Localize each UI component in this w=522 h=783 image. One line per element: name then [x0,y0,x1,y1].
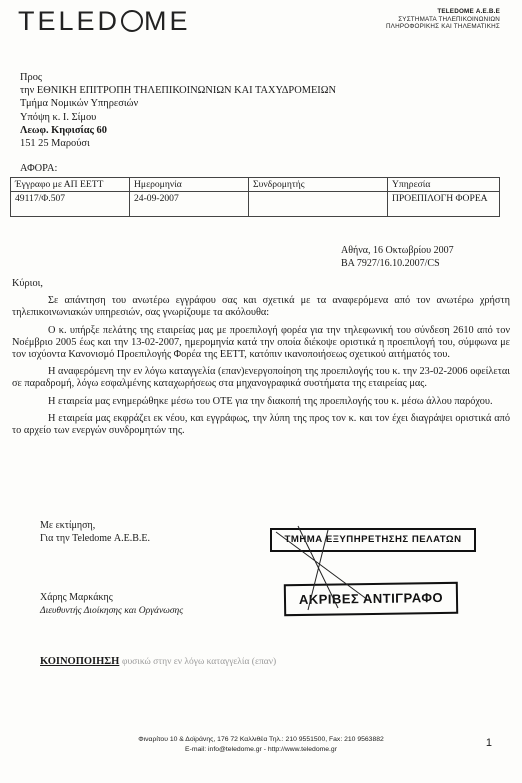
place-date: Αθήνα, 16 Οκτωβρίου 2007 [341,245,454,256]
signature-scribble [268,520,378,615]
paragraph: Η αναφερόμενη την εν λόγω καταγγελία (επαν)ενεργοποίηση της προεπιλογής του κ. την 23-02-2006 οφείλεται σε παραδρομή, λόγω εσφαλμένης καταχωρήσεως στα μηχανογραφικά συστήματα της εταιρείας μας. [12,366,510,390]
greeting: Κύριοι, [12,278,43,289]
signature-closing [40,520,150,545]
letter-body [12,278,510,442]
recipient-street: Λεωφ. Κηφισίας 60 [20,124,107,136]
paragraph: Η εταιρεία μας ενημερώθηκε μέσω του ΟΤΕ για την διακοπή της προεπιλογής του κ. μέσω άλλου παρόχου. [48,395,493,407]
paragraph: Η εταιρεία μας εκφράζει εκ νέου, και εγγράφως, την λύπη της προς τον κ. και τον έχει διαγράψει οριστικά από το αρχείο των ενεργών συνδρομητών της. [12,412,510,437]
notification-label: ΚΟΙΝΟΠΟΙΗΣΗ [40,656,120,667]
page-number: 1 [485,737,492,749]
reference-header-cell: Υπηρεσία [388,178,500,192]
reference-number: ΒΑ 7927/16.10.2007/CS [341,257,440,269]
signatory [40,592,183,617]
recipient-block [20,71,336,150]
notification [40,656,276,667]
reference-value-cell [249,192,388,217]
recipient-to: Προς [20,72,42,83]
reference-value-cell: 49117/Φ.507 [11,192,130,217]
paragraph: Σε απάντηση του ανωτέρω εγγράφου σας και σχετικά με τα αναφερόμενα από τον ανωτέρω χρήστη τηλεπικοινωνιακών υπηρεσιών, σας γνωρίζουμε τα ακόλουθα: [12,295,510,319]
company-line-2: ΣΥΣΤΗΜΑΤΑ ΤΗΛΕΠΙΚΟΙΝΩΝΙΩΝ [398,15,500,23]
footer-address: Φιναρίτου 10 & Δοϊράνης, 176 72 Καλλιθέα Τηλ.: 210 9551500, Fax: 210 9563882 [138,736,384,743]
reference-header-cell: Ημερομηνία [130,178,249,192]
dateline [341,245,454,270]
closing: Με εκτίμηση, [40,520,96,531]
recipient-dept: Τμήμα Νομικών Υπηρεσιών [20,98,139,110]
for-company: Για την Teledome Α.Ε.Β.Ε. [40,532,151,544]
footer-contact: E-mail: info@teledome.gr - http://www.teledome.gr [185,746,337,753]
page-footer [0,735,522,755]
company-logo: TELED ME [18,6,191,36]
reference-header-cell: Συνδρομητής [249,178,388,192]
notification-text: φυσικώ στην εν λόγω καταγγελία (επαν) [121,657,277,667]
company-name: TELEDOME Α.Ε.Β.Ε [437,8,500,15]
reference-header-cell: Έγγραφο με ΑΠ ΕΕΤΤ [11,178,130,192]
signatory-role: Διευθυντής Διοίκησης και Οργάνωσης [40,605,184,616]
true-copy-stamp: ΑΚΡΙΒΕΣ ΑΝΤΙΓΡΑΦΟ [284,582,458,616]
reference-value-cell: 24-09-2007 [130,192,249,217]
recipient-attn: Υπόψη κ. Ι. Σίμου [20,111,97,123]
paragraph: Ο κ. υπήρξε πελάτης της εταιρείας μας με προεπιλογή φορέα για την τηλεφωνική του σύνδεση 2610 από τον Νοέμβριο 2005 έως και την 13-02-2007, ημερομηνία κατά την οποία διέκοψε οριστικά η προεπιλογή του, σύμφωνα με τον ισχύοντα Κανονισμό Προεπιλογής Φορέα της ΕΕΤΤ, κατόπιν ικανοποιήσεως σχετικού αιτήματός του. [12,324,510,361]
reference-value-row [11,192,500,217]
subject-label: ΑΦΟΡΑ: [20,163,58,174]
reference-value-cell: ΠΡΟΕΠΙΛΟΓΗ ΦΟΡΕΑ [388,192,500,217]
company-line-3: ΠΛΗΡΟΦΟΡΙΚΗΣ ΚΑΙ ΤΗΛΕΜΑΤΙΚΗΣ [385,23,500,30]
recipient-org: την ΕΘΝΙΚΗ ΕΠΙΤΡΟΠΗ ΤΗΛΕΠΙΚΟΙΝΩΝΙΩΝ ΚΑΙ ΤΑΧΥΔΡΟΜΕΙΩΝ [20,85,336,97]
signatory-name: Χάρης Μαρκάκης [40,592,113,603]
reference-header-row [11,178,500,192]
company-header [310,8,500,31]
recipient-city: 151 25 Μαρούσι [20,138,90,150]
reference-table [10,177,500,217]
logo-o-ring [121,10,143,32]
department-stamp: ΤΜΗΜΑ ΕΞΥΠΗΡΕΤΗΣΗΣ ΠΕΛΑΤΩΝ [270,528,476,552]
